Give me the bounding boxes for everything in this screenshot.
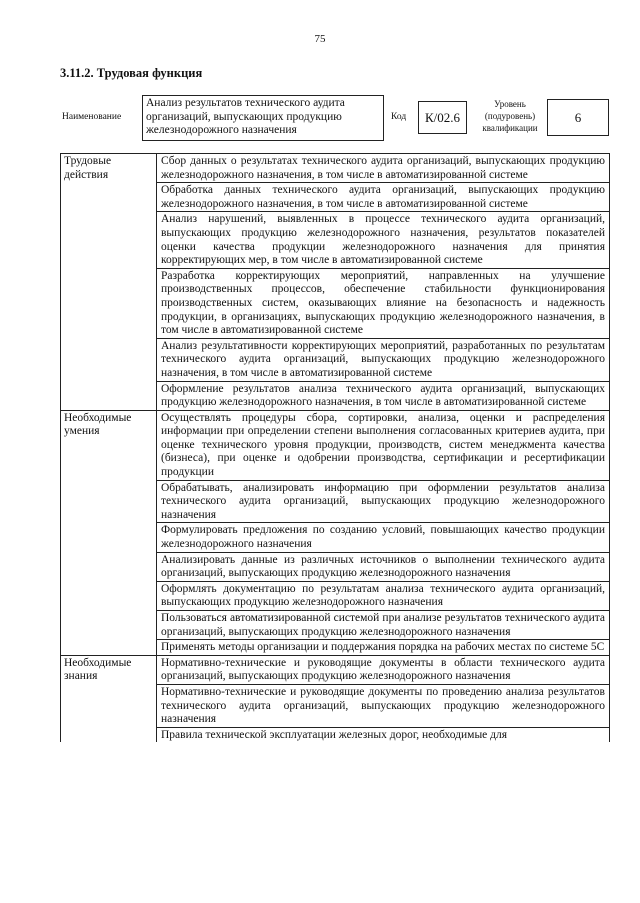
requirement-item: Обработка данных технического аудита организаций, выпускающих продукцию железнодорожного назначения, в том числе в автоматизированной системе bbox=[157, 183, 610, 212]
requirement-item: Формулировать предложения по созданию условий, повышающих качество продукции железнодорожного назначения bbox=[157, 523, 610, 552]
category-label: Необходимые умения bbox=[61, 410, 157, 655]
requirement-item: Оформлять документацию по результатам анализа технического аудита организаций, выпускающих продукцию железнодорожного назначения bbox=[157, 581, 610, 610]
requirement-item: Оформление результатов анализа технического аудита организаций, выпускающих продукцию железнодорожного назначения, в том числе в автоматизированной системе bbox=[157, 381, 610, 410]
requirement-item: Нормативно-технические и руководящие документы в области технического аудита организаций, выпускающих продукцию железнодорожного назначения bbox=[157, 655, 610, 684]
requirement-item: Разработка корректирующих мероприятий, направленных на улучшение производственных процессов, обеспечение стабильности функционирования производственных систем, оказывающих влияние на безопасность и надежность продукции, в организациях, выпускающих продукцию железнодорожного назначения, в том числе в автоматизированной системе bbox=[157, 268, 610, 338]
page-number: 75 bbox=[314, 33, 326, 45]
requirement-item: Осуществлять процедуры сбора, сортировки, анализа, оценки и распределения информации при определении степени выполнения согласованных критериев аудита, при оценке технического уровня продукции, производств, систем менеджмента качества (бизнеса), при оценке и одобрении производства, сертификации и ресертификации продукции bbox=[157, 410, 610, 480]
function-code-box: К/02.6 bbox=[418, 101, 467, 134]
requirement-item: Анализ нарушений, выявленных в процессе технического аудита организаций, выпускающих продукцию железнодорожного назначения, результатов показателей оценки качества продукции железнодорожного назначения для принятия корректирующих мер, в том числе в автоматизированной системе bbox=[157, 212, 610, 268]
table-row bbox=[61, 655, 610, 684]
name-label: Наименование bbox=[62, 112, 122, 122]
qualification-level-label: Уровень (подуровень) квалификации bbox=[482, 99, 538, 133]
category-label: Необходимые знания bbox=[61, 655, 157, 742]
function-table bbox=[60, 153, 610, 742]
requirement-item: Пользоваться автоматизированной системой при анализе результатов технического аудита организаций, выпускающих продукцию железнодорожного назначения bbox=[157, 611, 610, 640]
requirement-item: Применять методы организации и поддержания порядка на рабочих местах по системе 5С bbox=[157, 640, 610, 656]
requirement-item: Нормативно-технические и руководящие документы по проведению анализа результатов технического аудита организаций, выпускающих продукцию железнодорожного назначения bbox=[157, 684, 610, 727]
requirement-item: Правила технической эксплуатации железных дорог, необходимые для bbox=[157, 727, 610, 742]
section-title: 3.11.2. Трудовая функция bbox=[60, 66, 203, 80]
requirement-item: Анализ результативности корректирующих мероприятий, разработанных по результатам технического аудита организаций, выпускающих продукцию железнодорожного назначения, в том числе в автоматизированной системе bbox=[157, 338, 610, 381]
code-label: Код bbox=[391, 112, 407, 122]
requirement-item: Сбор данных о результатах технического аудита организаций, выпускающих продукцию железнодорожного назначения, в том числе в автоматизированной системе bbox=[157, 154, 610, 183]
function-name-box: Анализ результатов технического аудита организаций, выпускающих продукцию железнодорожного назначения bbox=[142, 95, 384, 141]
requirement-item: Обрабатывать, анализировать информацию при оформлении результатов анализа технического аудита организаций, выпускающих продукцию железнодорожного назначения bbox=[157, 480, 610, 523]
table-row bbox=[61, 154, 610, 183]
qualification-level-box: 6 bbox=[547, 99, 609, 136]
category-label: Трудовые действия bbox=[61, 154, 157, 411]
requirement-item: Анализировать данные из различных источников о выполнении технического аудита организаций, выпускающих продукцию железнодорожного назначения bbox=[157, 552, 610, 581]
table-row bbox=[61, 410, 610, 480]
